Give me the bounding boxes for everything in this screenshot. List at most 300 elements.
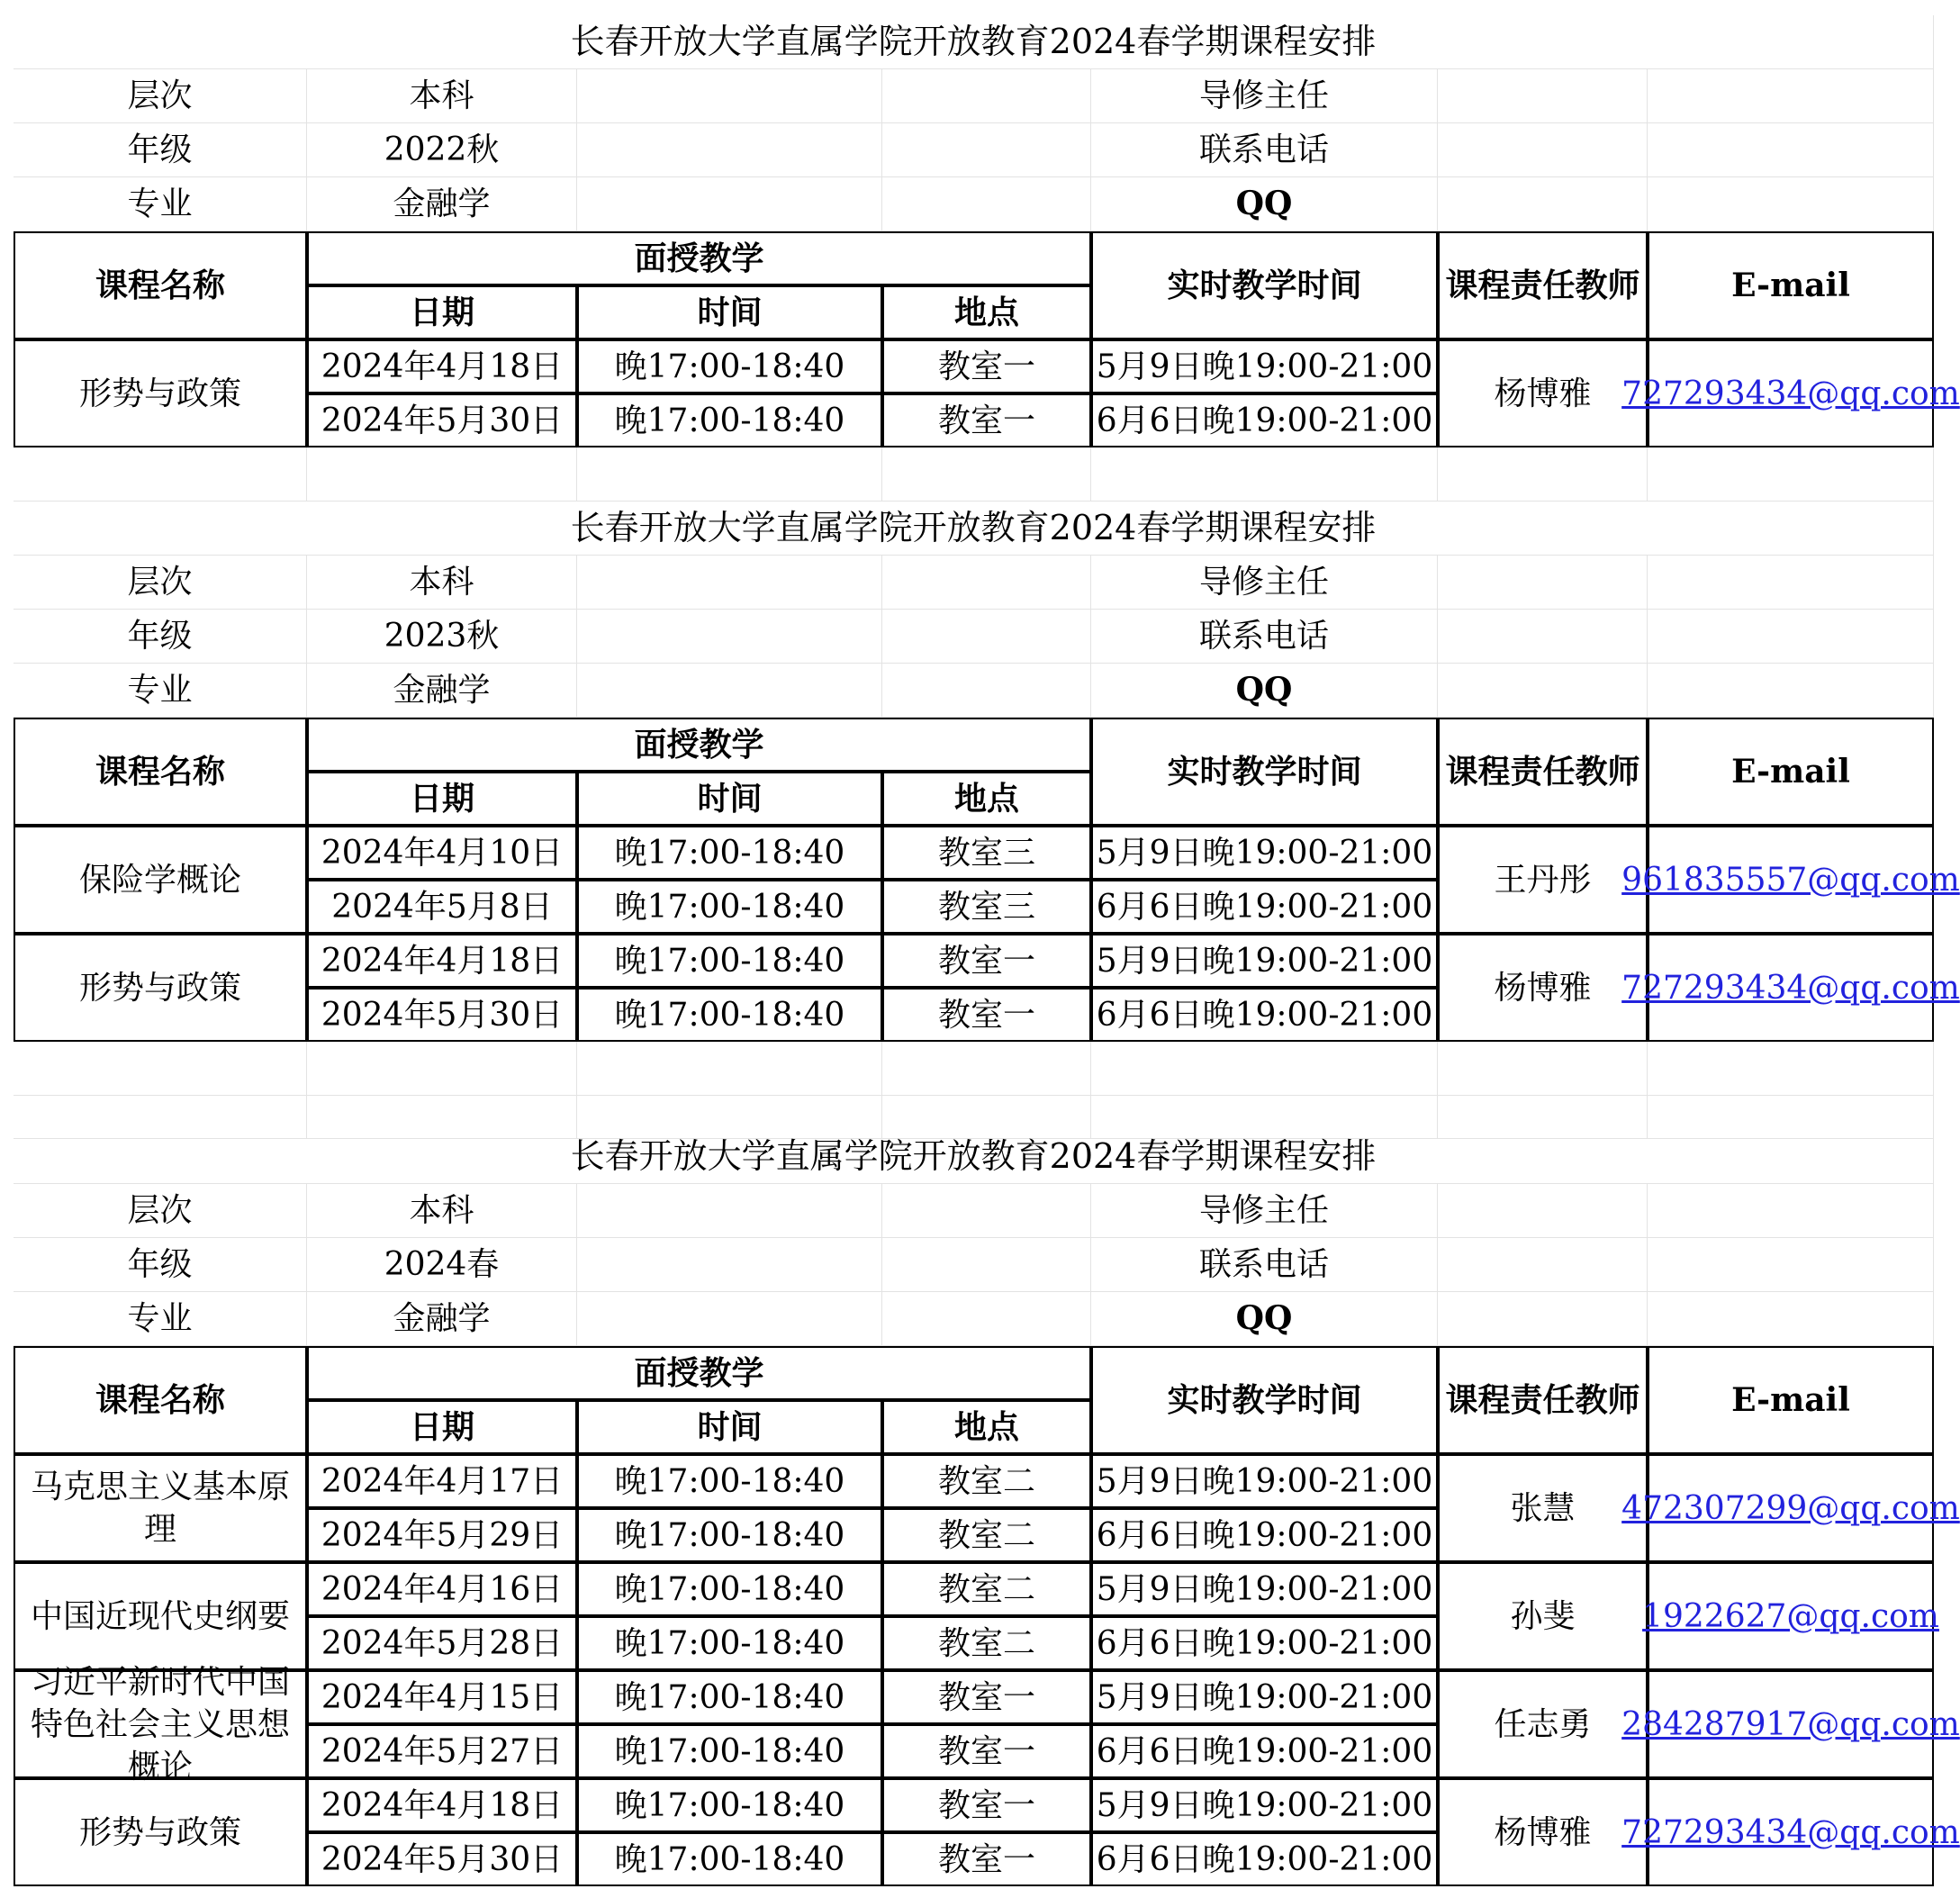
empty-cell	[307, 447, 577, 502]
session-live-time	[1091, 1562, 1438, 1616]
header-place	[882, 772, 1091, 826]
header-time	[577, 772, 882, 826]
header-course-name-text: 课程名称	[95, 752, 225, 791]
session-live-time-text: 5月9日晚19:00-21:00	[1096, 348, 1433, 385]
header-date	[307, 285, 577, 339]
session-date	[307, 1562, 577, 1616]
header-teacher-text: 课程责任教师	[1445, 752, 1640, 791]
contact-label-text: 导修主任	[1198, 564, 1329, 601]
header-live-time	[1091, 231, 1438, 339]
session-date	[307, 1724, 577, 1778]
session-time-text: 晚17:00-18:40	[614, 348, 845, 385]
session-place-text: 教室一	[937, 1840, 1035, 1878]
session-time-text: 晚17:00-18:40	[614, 1678, 845, 1716]
session-place	[882, 1562, 1091, 1616]
session-place-text: 教室一	[937, 402, 1035, 439]
session-date	[307, 826, 577, 880]
info-label-text: 专业	[127, 672, 193, 709]
info-label-text: 层次	[127, 77, 193, 114]
info-label	[14, 123, 307, 177]
empty-cell	[1648, 1238, 1934, 1292]
session-date	[307, 1616, 577, 1670]
empty-cell	[882, 1292, 1091, 1346]
empty-cell	[577, 447, 882, 502]
contact-label	[1091, 1292, 1438, 1346]
contact-label-text: 导修主任	[1198, 1192, 1329, 1229]
session-time	[577, 988, 882, 1042]
session-place-text: 教室二	[937, 1624, 1035, 1662]
header-face-teaching-text: 面授教学	[634, 1353, 764, 1392]
empty-cell	[577, 1184, 882, 1238]
contact-label	[1091, 664, 1438, 718]
empty-cell	[1648, 556, 1934, 610]
contact-label-text: 联系电话	[1198, 618, 1329, 655]
course-name	[14, 1663, 307, 1785]
empty-cell	[1648, 1292, 1934, 1346]
session-live-time-text: 6月6日晚19:00-21:00	[1096, 996, 1433, 1034]
session-time	[577, 339, 882, 393]
course-name	[14, 1562, 307, 1670]
session-date-text: 2024年5月28日	[321, 1624, 564, 1662]
session-date	[307, 934, 577, 988]
header-time	[577, 1400, 882, 1454]
session-place	[882, 826, 1091, 880]
empty-cell	[882, 123, 1091, 177]
session-place	[882, 1616, 1091, 1670]
session-time	[577, 1724, 882, 1778]
course-teacher	[1438, 1562, 1648, 1670]
session-live-time	[1091, 1508, 1438, 1562]
session-time-text: 晚17:00-18:40	[614, 1516, 845, 1554]
session-date-text: 2024年5月30日	[321, 996, 564, 1034]
session-date-text: 2024年4月16日	[321, 1570, 564, 1608]
info-value-text: 本科	[409, 77, 474, 114]
contact-label	[1091, 69, 1438, 123]
contact-value[interactable]	[1438, 1238, 1648, 1292]
session-date	[307, 1508, 577, 1562]
session-live-time	[1091, 1832, 1438, 1886]
session-place	[882, 1724, 1091, 1778]
course-name-text: 中国近现代史纲要	[30, 1597, 290, 1635]
course-teacher	[1438, 1454, 1648, 1562]
session-place	[882, 393, 1091, 447]
session-time	[577, 934, 882, 988]
course-name	[14, 1778, 307, 1886]
schedule-title-text: 长春开放大学直属学院开放教育2024春学期课程安排	[570, 508, 1377, 547]
contact-value[interactable]	[1438, 610, 1648, 664]
header-date-text: 日期	[409, 293, 474, 331]
info-value-text: 金融学	[393, 1300, 491, 1337]
session-live-time	[1091, 339, 1438, 393]
session-date	[307, 1778, 577, 1832]
info-value	[307, 664, 577, 718]
info-label	[14, 610, 307, 664]
session-time	[577, 1454, 882, 1508]
session-date	[307, 880, 577, 934]
session-date-text: 2024年5月30日	[321, 1840, 564, 1878]
header-place-text: 地点	[953, 293, 1019, 331]
email-link[interactable]	[1642, 1562, 1939, 1670]
empty-cell	[882, 556, 1091, 610]
session-date	[307, 1454, 577, 1508]
header-place-text: 地点	[953, 779, 1019, 818]
header-date-text: 日期	[409, 779, 474, 818]
email-link[interactable]	[1621, 1778, 1960, 1886]
course-teacher	[1438, 1778, 1648, 1886]
course-teacher-text: 杨博雅	[1494, 1813, 1592, 1851]
session-time-text: 晚17:00-18:40	[614, 1462, 845, 1500]
session-date	[307, 988, 577, 1042]
contact-value[interactable]	[1438, 1184, 1648, 1238]
empty-cell	[577, 177, 882, 231]
session-place-text: 教室一	[937, 996, 1035, 1034]
session-place	[882, 1454, 1091, 1508]
email-link-text[interactable]: 961835557@qq.com	[1621, 861, 1960, 899]
session-live-time	[1091, 393, 1438, 447]
course-name	[14, 1454, 307, 1562]
header-live-time	[1091, 1346, 1438, 1454]
header-place	[882, 1400, 1091, 1454]
schedule-title-text: 长春开放大学直属学院开放教育2024春学期课程安排	[570, 22, 1377, 61]
session-date-text: 2024年4月18日	[321, 1786, 564, 1824]
session-place	[882, 988, 1091, 1042]
header-live-time-text: 实时教学时间	[1167, 1380, 1362, 1419]
empty-cell	[577, 610, 882, 664]
session-live-time-text: 5月9日晚19:00-21:00	[1096, 1786, 1433, 1824]
empty-cell	[1648, 177, 1934, 231]
session-place	[882, 1508, 1091, 1562]
info-label-text: 层次	[127, 564, 193, 601]
session-place	[882, 1670, 1091, 1724]
course-name-text: 形势与政策	[78, 969, 241, 1007]
header-email	[1648, 1346, 1934, 1454]
session-date	[307, 339, 577, 393]
empty-cell	[882, 664, 1091, 718]
contact-label	[1091, 556, 1438, 610]
session-place-text: 教室二	[937, 1570, 1035, 1608]
info-value	[307, 177, 577, 231]
info-value-text: 本科	[409, 564, 474, 601]
session-time-text: 晚17:00-18:40	[614, 1786, 845, 1824]
empty-cell	[577, 556, 882, 610]
header-teacher	[1438, 1346, 1648, 1454]
empty-cell	[1648, 69, 1934, 123]
session-time	[577, 1616, 882, 1670]
header-course-name	[14, 718, 307, 826]
course-teacher	[1438, 1670, 1648, 1778]
course-teacher-text: 杨博雅	[1494, 375, 1592, 412]
session-live-time-text: 6月6日晚19:00-21:00	[1096, 1516, 1433, 1554]
empty-cell	[577, 1292, 882, 1346]
course-name-text: 习近平新时代中国特色社会主义思想概论	[30, 1663, 290, 1785]
contact-value[interactable]	[1438, 664, 1648, 718]
empty-cell	[882, 177, 1091, 231]
session-live-time	[1091, 1724, 1438, 1778]
empty-cell	[1091, 447, 1438, 502]
schedule-title	[14, 1130, 1934, 1184]
header-time	[577, 285, 882, 339]
session-time	[577, 1562, 882, 1616]
contact-label-text: QQ	[1235, 185, 1293, 222]
empty-cell	[1648, 447, 1934, 502]
course-name-text: 形势与政策	[78, 375, 241, 412]
info-value-text: 本科	[409, 1192, 474, 1229]
session-place	[882, 1778, 1091, 1832]
info-label-text: 专业	[127, 185, 193, 222]
course-name-text: 保险学概论	[78, 861, 241, 899]
info-label	[14, 664, 307, 718]
session-date-text: 2024年5月30日	[321, 402, 564, 439]
contact-label-text: 联系电话	[1198, 1246, 1329, 1283]
session-place	[882, 1832, 1091, 1886]
course-name-text: 形势与政策	[78, 1813, 241, 1851]
info-label-text: 年级	[127, 1246, 193, 1283]
header-live-time	[1091, 718, 1438, 826]
email-link[interactable]	[1621, 1670, 1960, 1778]
header-time-text: 时间	[697, 293, 763, 331]
empty-cell	[577, 123, 882, 177]
contact-value[interactable]	[1438, 177, 1648, 231]
header-teacher	[1438, 718, 1648, 826]
session-date-text: 2024年5月29日	[321, 1516, 564, 1554]
info-value	[307, 1292, 577, 1346]
empty-cell	[577, 664, 882, 718]
email-link[interactable]	[1621, 934, 1960, 1042]
course-teacher-text: 孙斐	[1510, 1597, 1576, 1635]
session-live-time-text: 6月6日晚19:00-21:00	[1096, 1624, 1433, 1662]
email-link-text[interactable]: 472307299@qq.com	[1621, 1489, 1960, 1527]
email-link[interactable]	[1621, 1454, 1960, 1562]
session-live-time	[1091, 934, 1438, 988]
header-email	[1648, 231, 1934, 339]
contact-value[interactable]	[1438, 123, 1648, 177]
session-live-time-text: 5月9日晚19:00-21:00	[1096, 942, 1433, 980]
session-place	[882, 934, 1091, 988]
contact-value[interactable]	[1438, 1292, 1648, 1346]
session-time-text: 晚17:00-18:40	[614, 1732, 845, 1770]
contact-label	[1091, 123, 1438, 177]
session-time-text: 晚17:00-18:40	[614, 1570, 845, 1608]
header-date	[307, 772, 577, 826]
info-value	[307, 1238, 577, 1292]
course-name	[14, 826, 307, 934]
empty-cell	[882, 1238, 1091, 1292]
contact-label-text: QQ	[1235, 1299, 1293, 1337]
session-live-time	[1091, 1454, 1438, 1508]
header-date-text: 日期	[409, 1407, 474, 1446]
header-teacher	[1438, 231, 1648, 339]
session-live-time	[1091, 1616, 1438, 1670]
session-place-text: 教室三	[937, 834, 1035, 872]
session-time	[577, 880, 882, 934]
empty-cell	[882, 447, 1091, 502]
empty-cell	[1648, 664, 1934, 718]
session-date	[307, 393, 577, 447]
email-link[interactable]	[1621, 339, 1960, 447]
header-live-time-text: 实时教学时间	[1167, 266, 1362, 304]
info-label-text: 层次	[127, 1192, 193, 1229]
header-face-teaching-text: 面授教学	[634, 239, 764, 277]
schedule-title-text: 长春开放大学直属学院开放教育2024春学期课程安排	[570, 1136, 1377, 1176]
session-time-text: 晚17:00-18:40	[614, 888, 845, 926]
header-face-teaching	[307, 1346, 1091, 1400]
session-date	[307, 1670, 577, 1724]
session-date-text: 2024年4月18日	[321, 942, 564, 980]
schedule-title	[14, 15, 1934, 69]
session-live-time-text: 5月9日晚19:00-21:00	[1096, 834, 1433, 872]
header-time-text: 时间	[697, 1407, 763, 1446]
course-teacher-text: 杨博雅	[1494, 969, 1592, 1007]
contact-value[interactable]	[1438, 556, 1648, 610]
info-label-text: 年级	[127, 618, 193, 655]
session-live-time	[1091, 988, 1438, 1042]
contact-label	[1091, 1238, 1438, 1292]
header-face-teaching-text: 面授教学	[634, 725, 764, 764]
empty-cell	[882, 610, 1091, 664]
contact-label	[1091, 177, 1438, 231]
email-link-text[interactable]: 727293434@qq.com	[1621, 1813, 1960, 1851]
session-live-time	[1091, 1778, 1438, 1832]
info-value	[307, 556, 577, 610]
info-value	[307, 610, 577, 664]
course-teacher	[1438, 339, 1648, 447]
session-time	[577, 1778, 882, 1832]
email-link[interactable]	[1621, 826, 1960, 934]
session-place-text: 教室一	[937, 348, 1035, 385]
empty-cell	[14, 447, 307, 502]
session-place	[882, 880, 1091, 934]
email-link-text[interactable]: 1922627@qq.com	[1642, 1597, 1939, 1635]
session-time-text: 晚17:00-18:40	[614, 1624, 845, 1662]
course-teacher-text: 张慧	[1510, 1489, 1576, 1527]
info-value-text: 2024春	[384, 1246, 500, 1283]
info-label	[14, 1184, 307, 1238]
header-email-text: E-mail	[1731, 752, 1850, 791]
info-value-text: 金融学	[393, 185, 491, 222]
session-live-time-text: 6月6日晚19:00-21:00	[1096, 1840, 1433, 1878]
session-time	[577, 1508, 882, 1562]
course-teacher-text: 任志勇	[1494, 1705, 1592, 1743]
session-live-time-text: 5月9日晚19:00-21:00	[1096, 1570, 1433, 1608]
header-email-text: E-mail	[1731, 1380, 1850, 1419]
header-face-teaching	[307, 231, 1091, 285]
header-date	[307, 1400, 577, 1454]
course-teacher	[1438, 934, 1648, 1042]
info-value-text: 2022秋	[384, 131, 500, 168]
info-value-text: 金融学	[393, 672, 491, 709]
session-time-text: 晚17:00-18:40	[614, 834, 845, 872]
info-value	[307, 1184, 577, 1238]
session-date-text: 2024年4月18日	[321, 348, 564, 385]
session-place-text: 教室一	[937, 942, 1035, 980]
info-value	[307, 123, 577, 177]
session-date-text: 2024年4月10日	[321, 834, 564, 872]
empty-cell	[577, 1238, 882, 1292]
session-time-text: 晚17:00-18:40	[614, 1840, 845, 1878]
empty-cell	[1438, 447, 1648, 502]
session-date-text: 2024年4月17日	[321, 1462, 564, 1500]
session-date-text: 2024年4月15日	[321, 1678, 564, 1716]
session-time	[577, 1832, 882, 1886]
header-live-time-text: 实时教学时间	[1167, 752, 1362, 791]
contact-label	[1091, 1184, 1438, 1238]
email-link-text[interactable]: 284287917@qq.com	[1621, 1705, 1960, 1743]
session-time-text: 晚17:00-18:40	[614, 996, 845, 1034]
header-course-name-text: 课程名称	[95, 1380, 225, 1419]
session-live-time	[1091, 1670, 1438, 1724]
session-live-time	[1091, 880, 1438, 934]
session-place-text: 教室二	[937, 1462, 1035, 1500]
session-place-text: 教室一	[937, 1786, 1035, 1824]
session-date-text: 2024年5月27日	[321, 1732, 564, 1770]
session-time	[577, 1670, 882, 1724]
session-date	[307, 1832, 577, 1886]
session-place-text: 教室二	[937, 1516, 1035, 1554]
session-place-text: 教室一	[937, 1678, 1035, 1716]
session-place	[882, 339, 1091, 393]
info-label	[14, 69, 307, 123]
empty-cell	[1648, 610, 1934, 664]
course-name	[14, 934, 307, 1042]
session-live-time-text: 6月6日晚19:00-21:00	[1096, 888, 1433, 926]
header-face-teaching	[307, 718, 1091, 772]
info-label	[14, 556, 307, 610]
course-name	[14, 339, 307, 447]
info-label	[14, 177, 307, 231]
session-time-text: 晚17:00-18:40	[614, 942, 845, 980]
info-label	[14, 1238, 307, 1292]
contact-label-text: 联系电话	[1198, 131, 1329, 168]
empty-cell	[882, 69, 1091, 123]
session-live-time	[1091, 826, 1438, 880]
session-time	[577, 393, 882, 447]
contact-label-text: QQ	[1235, 671, 1293, 709]
header-course-name-text: 课程名称	[95, 266, 225, 304]
contact-label	[1091, 610, 1438, 664]
header-place-text: 地点	[953, 1407, 1019, 1446]
info-label-text: 年级	[127, 131, 193, 168]
schedule-title	[14, 502, 1934, 556]
info-value	[307, 69, 577, 123]
empty-cell	[577, 69, 882, 123]
header-time-text: 时间	[697, 779, 763, 818]
session-live-time-text: 5月9日晚19:00-21:00	[1096, 1678, 1433, 1716]
session-live-time-text: 6月6日晚19:00-21:00	[1096, 1732, 1433, 1770]
info-label-text: 专业	[127, 1300, 193, 1337]
session-date-text: 2024年5月8日	[331, 888, 553, 926]
email-link-text[interactable]: 727293434@qq.com	[1621, 969, 1960, 1007]
course-teacher-text: 王丹彤	[1494, 861, 1592, 899]
header-course-name	[14, 1346, 307, 1454]
header-email-text: E-mail	[1731, 266, 1850, 304]
session-live-time-text: 6月6日晚19:00-21:00	[1096, 402, 1433, 439]
session-time	[577, 826, 882, 880]
empty-cell	[1648, 123, 1934, 177]
session-place-text: 教室一	[937, 1732, 1035, 1770]
session-place-text: 教室三	[937, 888, 1035, 926]
header-teacher-text: 课程责任教师	[1445, 1380, 1640, 1419]
header-place	[882, 285, 1091, 339]
session-live-time-text: 5月9日晚19:00-21:00	[1096, 1462, 1433, 1500]
empty-cell	[1648, 1184, 1934, 1238]
course-name-text: 马克思主义基本原理	[30, 1469, 290, 1548]
header-course-name	[14, 231, 307, 339]
header-email	[1648, 718, 1934, 826]
course-teacher	[1438, 826, 1648, 934]
contact-value[interactable]	[1438, 69, 1648, 123]
header-teacher-text: 课程责任教师	[1445, 266, 1640, 304]
email-link-text[interactable]: 727293434@qq.com	[1621, 375, 1960, 412]
